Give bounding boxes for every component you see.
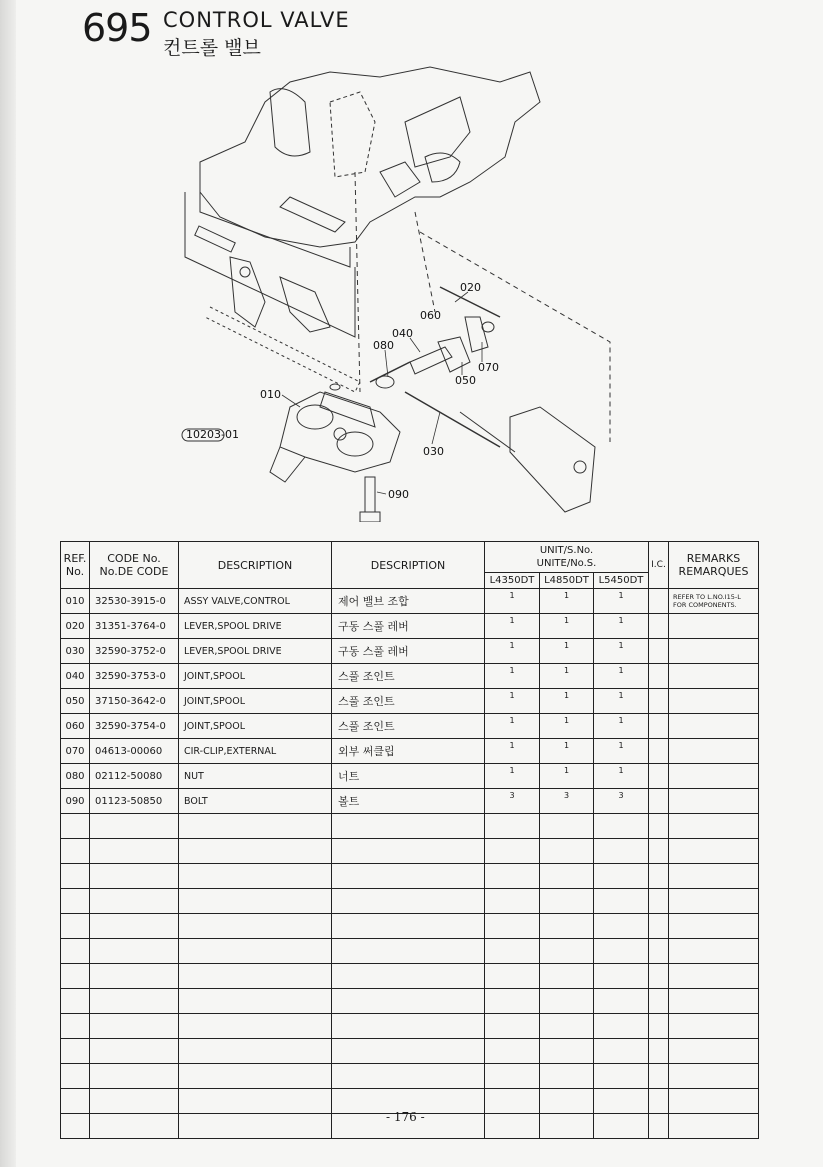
cell-ic <box>649 1089 669 1114</box>
section-number: 695 <box>82 6 152 50</box>
cell-ko <box>332 814 485 839</box>
table-row <box>61 789 759 814</box>
cell-ic <box>649 789 669 814</box>
cell-ko <box>332 864 485 889</box>
cell-q2: 1 <box>540 764 594 789</box>
cell-code <box>90 889 179 914</box>
cell-ko <box>332 964 485 989</box>
cell-q1 <box>485 1089 540 1114</box>
cell-desc: JOINT,SPOOL <box>179 664 332 689</box>
cell-q3: 1 <box>594 689 649 714</box>
cell-q3: 1 <box>594 739 649 764</box>
cell-q2: 1 <box>540 714 594 739</box>
cell-ref: 050 <box>61 689 90 714</box>
cell-rem <box>669 814 759 839</box>
cell-q1 <box>485 1014 540 1039</box>
cell-q3 <box>594 839 649 864</box>
callout-040: 040 <box>392 327 413 340</box>
cell-ic <box>649 1014 669 1039</box>
callout-070: 070 <box>478 361 499 374</box>
cell-q3 <box>594 1039 649 1064</box>
cell-ic <box>649 614 669 639</box>
page-number: - 176 - <box>386 1110 425 1124</box>
col-model-1: L4350DT <box>485 573 540 589</box>
cell-ic <box>649 889 669 914</box>
table-row <box>61 989 759 1014</box>
cell-ko <box>332 1039 485 1064</box>
cell-q2: 3 <box>540 789 594 814</box>
cell-q2: 1 <box>540 589 594 614</box>
cell-q3 <box>594 889 649 914</box>
cell-q3: 1 <box>594 639 649 664</box>
cell-desc <box>179 1064 332 1089</box>
cell-code <box>90 989 179 1014</box>
cell-desc <box>179 939 332 964</box>
cell-code <box>90 1039 179 1064</box>
cell-ic <box>649 1114 669 1139</box>
cell-q3: 1 <box>594 589 649 614</box>
cell-q3 <box>594 989 649 1014</box>
cell-desc <box>179 864 332 889</box>
cell-rem <box>669 914 759 939</box>
cell-ko <box>332 839 485 864</box>
cell-code: 32590-3753-0 <box>90 664 179 689</box>
cell-q1 <box>485 1039 540 1064</box>
cell-rem <box>669 1114 759 1139</box>
cell-ko <box>332 989 485 1014</box>
cell-desc <box>179 964 332 989</box>
cell-ic <box>649 1064 669 1089</box>
cell-ic <box>649 864 669 889</box>
cell-rem: REFER TO L.NO.I15-L FOR COMPONENTS. <box>669 589 759 614</box>
cell-rem <box>669 989 759 1014</box>
table-row <box>61 764 759 789</box>
cell-ic <box>649 814 669 839</box>
cell-ic <box>649 589 669 614</box>
cell-rem <box>669 639 759 664</box>
cell-ref: 010 <box>61 589 90 614</box>
table-row <box>61 1039 759 1064</box>
cell-q3 <box>594 964 649 989</box>
cell-code: 04613-00060 <box>90 739 179 764</box>
exploded-parts-diagram <box>170 62 630 522</box>
callout-030: 030 <box>423 445 444 458</box>
cell-code <box>90 1114 179 1139</box>
cell-ic <box>649 964 669 989</box>
callout-060: 060 <box>420 309 441 322</box>
cell-q1: 1 <box>485 764 540 789</box>
cell-ic <box>649 1039 669 1064</box>
cell-ref <box>61 939 90 964</box>
cell-ref <box>61 964 90 989</box>
cell-code <box>90 1089 179 1114</box>
col-ic-header: I.C. <box>649 542 669 589</box>
cell-rem <box>669 664 759 689</box>
col-ref-header: REF. No. <box>61 542 90 589</box>
cell-ref <box>61 839 90 864</box>
cell-ref <box>61 1039 90 1064</box>
cell-rem <box>669 864 759 889</box>
cell-code: 01123-50850 <box>90 789 179 814</box>
cell-q3 <box>594 1114 649 1139</box>
cell-q2 <box>540 889 594 914</box>
cell-q2: 1 <box>540 664 594 689</box>
table-row <box>61 914 759 939</box>
col-unit-header: UNIT/S.No. UNITE/No.S. <box>485 542 649 573</box>
cell-rem <box>669 939 759 964</box>
cell-q2 <box>540 1064 594 1089</box>
cell-q3 <box>594 1014 649 1039</box>
table-row <box>61 939 759 964</box>
cell-ko <box>332 914 485 939</box>
table-row <box>61 714 759 739</box>
cell-ko: 구동 스풀 레버 <box>332 614 485 639</box>
cell-ko: 구동 스풀 레버 <box>332 639 485 664</box>
cell-ref: 090 <box>61 789 90 814</box>
table-header-row-1 <box>61 542 759 573</box>
cell-q1: 1 <box>485 714 540 739</box>
cell-q3 <box>594 864 649 889</box>
cell-ko <box>332 939 485 964</box>
cell-ic <box>649 664 669 689</box>
section-title-en: CONTROL VALVE <box>163 8 350 32</box>
cell-ic <box>649 989 669 1014</box>
cell-q1 <box>485 864 540 889</box>
cell-q1 <box>485 964 540 989</box>
table-row <box>61 864 759 889</box>
col-remarks-header: REMARKS REMARQUES <box>669 542 759 589</box>
callout-010: 010 <box>260 388 281 401</box>
cell-desc: CIR-CLIP,EXTERNAL <box>179 739 332 764</box>
table-row <box>61 589 759 614</box>
callout-050: 050 <box>455 374 476 387</box>
cell-ref <box>61 1014 90 1039</box>
cell-q3: 1 <box>594 664 649 689</box>
cell-ic <box>649 639 669 664</box>
cell-q1: 3 <box>485 789 540 814</box>
cell-rem <box>669 789 759 814</box>
cell-q2 <box>540 989 594 1014</box>
table-row <box>61 639 759 664</box>
cell-code <box>90 814 179 839</box>
cell-q2: 1 <box>540 639 594 664</box>
cell-ko <box>332 1064 485 1089</box>
cell-q3 <box>594 914 649 939</box>
cell-q1 <box>485 1114 540 1139</box>
cell-rem <box>669 739 759 764</box>
cell-rem <box>669 1064 759 1089</box>
cell-ref <box>61 1064 90 1089</box>
cell-ref <box>61 914 90 939</box>
cell-desc: JOINT,SPOOL <box>179 689 332 714</box>
cell-ko: 제어 밸브 조합 <box>332 589 485 614</box>
cell-rem <box>669 764 759 789</box>
cell-code <box>90 1064 179 1089</box>
cell-ko: 외부 써클립 <box>332 739 485 764</box>
col-model-3: L5450DT <box>594 573 649 589</box>
cell-ko: 스풀 조인트 <box>332 714 485 739</box>
cell-q2: 1 <box>540 689 594 714</box>
cell-ic <box>649 739 669 764</box>
cell-ref <box>61 989 90 1014</box>
cell-q2 <box>540 1039 594 1064</box>
cell-q1 <box>485 839 540 864</box>
cell-q3: 3 <box>594 789 649 814</box>
cell-q2 <box>540 914 594 939</box>
table-row <box>61 964 759 989</box>
cell-q2: 1 <box>540 739 594 764</box>
cell-desc: LEVER,SPOOL DRIVE <box>179 614 332 639</box>
section-title-ko: 컨트롤 밸브 <box>163 37 261 59</box>
cell-code: 32530-3915-0 <box>90 589 179 614</box>
cell-q1: 1 <box>485 739 540 764</box>
cell-q1 <box>485 814 540 839</box>
cell-q1: 1 <box>485 614 540 639</box>
cell-ko: 볼트 <box>332 789 485 814</box>
cell-rem <box>669 614 759 639</box>
cell-q3 <box>594 1064 649 1089</box>
cell-q3: 1 <box>594 714 649 739</box>
cell-code <box>90 939 179 964</box>
cell-rem <box>669 689 759 714</box>
cell-ko: 너트 <box>332 764 485 789</box>
cell-q3: 1 <box>594 614 649 639</box>
cell-ref: 030 <box>61 639 90 664</box>
cell-desc <box>179 989 332 1014</box>
cell-ic <box>649 939 669 964</box>
cell-q3 <box>594 814 649 839</box>
cell-q2 <box>540 939 594 964</box>
cell-q3 <box>594 1089 649 1114</box>
cell-rem <box>669 1039 759 1064</box>
cell-ic <box>649 764 669 789</box>
cell-q2 <box>540 1114 594 1139</box>
cell-desc: ASSY VALVE,CONTROL <box>179 589 332 614</box>
cell-ref: 070 <box>61 739 90 764</box>
cell-ic <box>649 839 669 864</box>
cell-code: 37150-3642-0 <box>90 689 179 714</box>
cell-code <box>90 1014 179 1039</box>
illustration-ref: 10203-01 <box>186 428 239 441</box>
cell-rem <box>669 714 759 739</box>
table-row <box>61 689 759 714</box>
cell-q1: 1 <box>485 639 540 664</box>
cell-ref <box>61 889 90 914</box>
cell-desc <box>179 914 332 939</box>
cell-q1 <box>485 1064 540 1089</box>
cell-desc: BOLT <box>179 789 332 814</box>
parts-table <box>60 541 759 1139</box>
col-code-header: CODE No. No.DE CODE <box>90 542 179 589</box>
cell-ref: 060 <box>61 714 90 739</box>
col-desc-ko-header: DESCRIPTION <box>332 542 485 589</box>
cell-q1 <box>485 939 540 964</box>
cell-desc <box>179 814 332 839</box>
cell-code: 32590-3752-0 <box>90 639 179 664</box>
cell-ref: 020 <box>61 614 90 639</box>
cell-q2: 1 <box>540 614 594 639</box>
col-model-2: L4850DT <box>540 573 594 589</box>
table-row <box>61 889 759 914</box>
cell-q1: 1 <box>485 664 540 689</box>
cell-ko: 스풀 조인트 <box>332 664 485 689</box>
cell-rem <box>669 1089 759 1114</box>
callout-090: 090 <box>388 488 409 501</box>
cell-ref <box>61 814 90 839</box>
table-row <box>61 1014 759 1039</box>
cell-q1: 1 <box>485 589 540 614</box>
cell-q1 <box>485 889 540 914</box>
cell-ic <box>649 914 669 939</box>
table-row <box>61 1064 759 1089</box>
cell-desc <box>179 889 332 914</box>
cell-q2 <box>540 814 594 839</box>
cell-code <box>90 839 179 864</box>
cell-ref <box>61 864 90 889</box>
cell-q2 <box>540 1089 594 1114</box>
cell-code <box>90 914 179 939</box>
cell-code: 32590-3754-0 <box>90 714 179 739</box>
cell-q1: 1 <box>485 689 540 714</box>
cell-q2 <box>540 964 594 989</box>
cell-q3: 1 <box>594 764 649 789</box>
cell-rem <box>669 1014 759 1039</box>
cell-ref <box>61 1114 90 1139</box>
cell-ic <box>649 689 669 714</box>
page-edge <box>0 0 16 1167</box>
table-row <box>61 664 759 689</box>
cell-ref: 040 <box>61 664 90 689</box>
cell-q2 <box>540 864 594 889</box>
callout-020: 020 <box>460 281 481 294</box>
cell-desc <box>179 1089 332 1114</box>
cell-rem <box>669 964 759 989</box>
cell-q1 <box>485 914 540 939</box>
cell-code: 31351-3764-0 <box>90 614 179 639</box>
cell-ref <box>61 1089 90 1114</box>
cell-q2 <box>540 1014 594 1039</box>
cell-desc: NUT <box>179 764 332 789</box>
cell-desc <box>179 1039 332 1064</box>
cell-code <box>90 964 179 989</box>
table-row <box>61 814 759 839</box>
cell-code <box>90 864 179 889</box>
cell-ic <box>649 714 669 739</box>
cell-desc <box>179 1114 332 1139</box>
cell-desc <box>179 839 332 864</box>
cell-ko <box>332 1014 485 1039</box>
cell-q1 <box>485 989 540 1014</box>
table-row <box>61 739 759 764</box>
cell-desc: JOINT,SPOOL <box>179 714 332 739</box>
callout-080: 080 <box>373 339 394 352</box>
cell-q2 <box>540 839 594 864</box>
cell-rem <box>669 839 759 864</box>
cell-ko <box>332 889 485 914</box>
cell-q3 <box>594 939 649 964</box>
cell-ref: 080 <box>61 764 90 789</box>
cell-desc <box>179 1014 332 1039</box>
cell-rem <box>669 889 759 914</box>
col-desc-en-header: DESCRIPTION <box>179 542 332 589</box>
cell-code: 02112-50080 <box>90 764 179 789</box>
table-row <box>61 839 759 864</box>
table-row <box>61 614 759 639</box>
cell-desc: LEVER,SPOOL DRIVE <box>179 639 332 664</box>
cell-ko: 스풀 조인트 <box>332 689 485 714</box>
